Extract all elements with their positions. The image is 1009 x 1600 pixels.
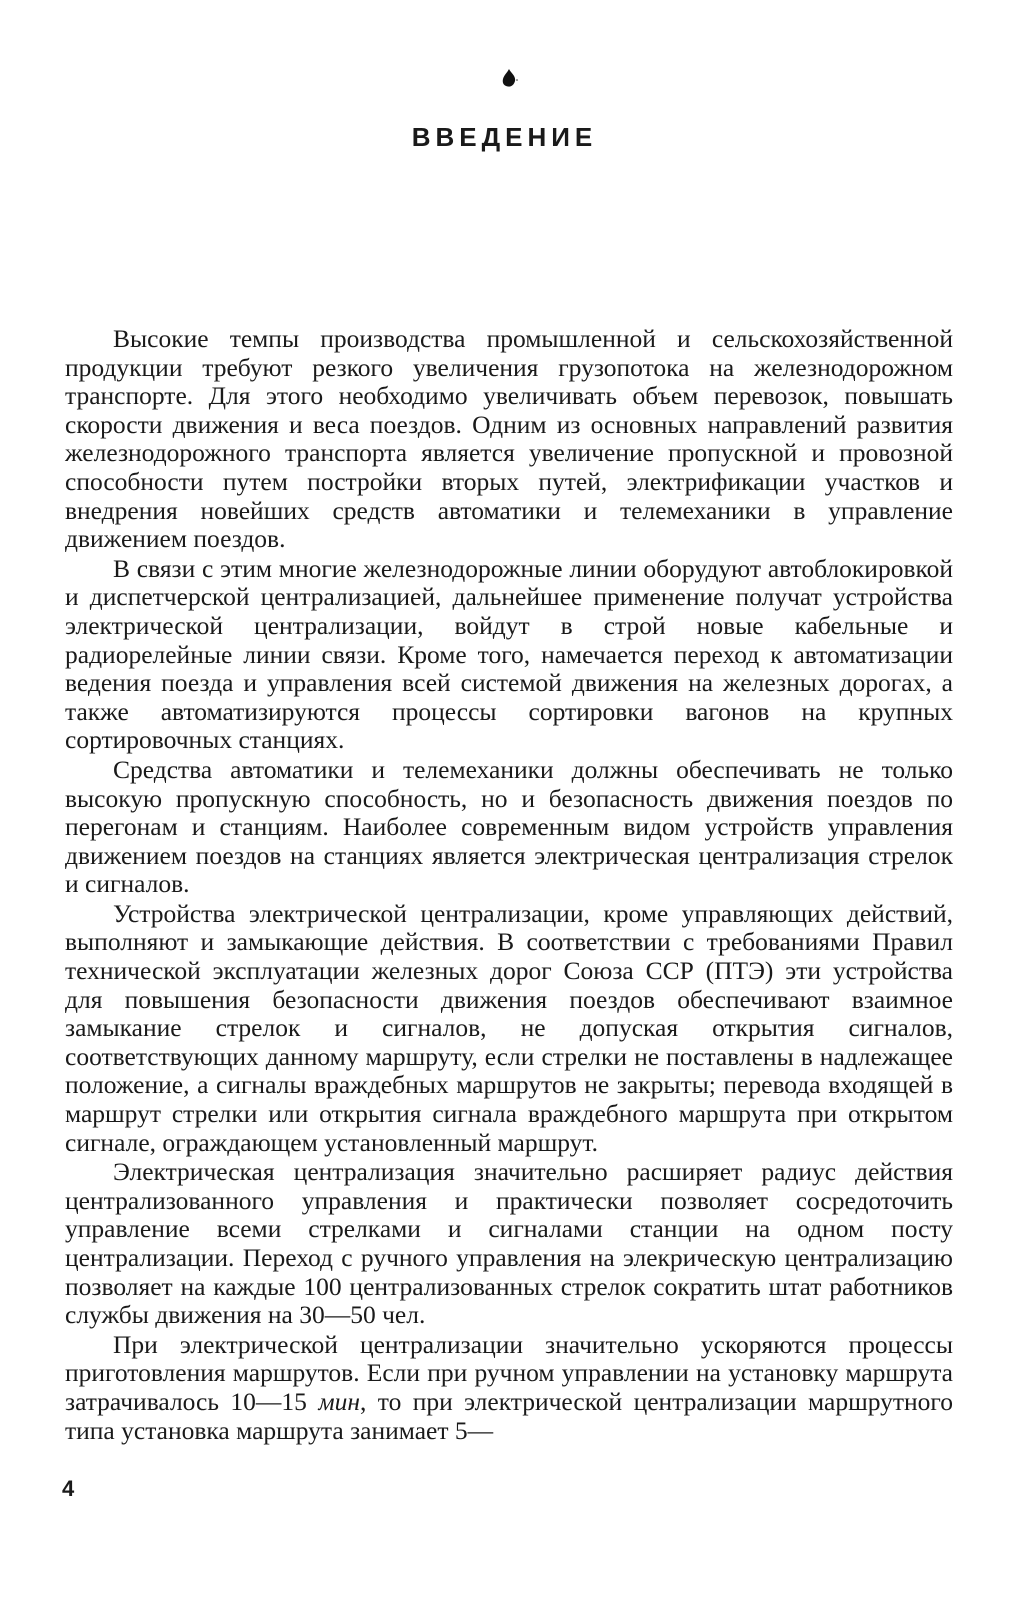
ornament-dot-icon xyxy=(500,68,518,88)
paragraph-3: Средства автоматики и телемеханики должны обеспечивать не только высокую пропускную способность, но и безопасность движения поездов по перегонам и станциям. Наиболее современным видом устройств управления движением поездов на станциях является электрическая централизация стрелок и сигналов. xyxy=(65,754,953,899)
paragraph-2: В связи с этим многие железнодорожные линии оборудуют автоблокировкой и диспетчерской централизацией, дальнейшее применение получат устройства электрической централизации, войдут в строй новые кабельные и радиорелейные линии связи. Кроме того, намечается переход к автоматизации ведения поезда и управления всей системой движения на железных дорогах, а также автоматизируются процессы сортировки вагонов на крупных сортировочных станциях. xyxy=(65,553,953,755)
paragraph-5: Электрическая централизация значительно расширяет радиус действия централизованного управления и практически позволяет сосредоточить управление всеми стрелками и сигналами станции на одном посту централизации. Переход с ручного управления на элекрическую централизацию позволяет на каждые 100 централизованных стрелок сократить штат работников службы движения на 30—50 чел. xyxy=(65,1157,953,1330)
paragraph-1: Высокие темпы производства промышленной и сельскохозяйственной продукции требуют резкого увеличения грузопотока на железнодорожном транспорте. Для этого необходимо увеличивать объем перевозок, повышать скорости движения и веса поездов. Одним из основных направлений развития железнодорожного транспорта является увеличение пропускной и провозной способности путем постройки вторых путей, электрификации участков и внедрения новейших средств автоматики и телемеханики в управление движением поездов. xyxy=(65,324,953,554)
paragraph-4: Устройства электрической централизации, кроме управляющих действий, выполняют и замыкающие действия. В соответствии с требованиями Правил технической эксплуатации железных дорог Союза ССР (ПТЭ) эти устройства для повышения безопасности движения поездов обеспечивают взаимное замыкание стрелок и сигналов, не допуская открытия сигналов, соответствующих данному маршруту, если стрелки не поставлены в надлежащее положение, а сигналы враждебных маршрутов не закрыты; перевода входящей в маршрут стрелки или открытия сигнала враждебного маршрута при открытом сигнале, ограждающем установленный маршрут. xyxy=(65,898,953,1157)
paragraph-6-text-a: При электрической централизации значительно ускоряются процессы приготовления маршрутов. Если при ручном управлении на установку маршрута затрачивалось 10—15 xyxy=(65,1329,953,1416)
paragraph-6-unit: мин xyxy=(318,1386,360,1416)
paragraph-6-text-b: , то при электрической централизации маршрутного типа установка маршрута занимает 5— xyxy=(65,1386,953,1445)
page-title: ВВЕДЕНИЕ xyxy=(411,122,598,152)
body-text xyxy=(65,325,953,1446)
paragraph-6 xyxy=(65,1331,953,1445)
page-number: 4 xyxy=(62,1476,75,1501)
